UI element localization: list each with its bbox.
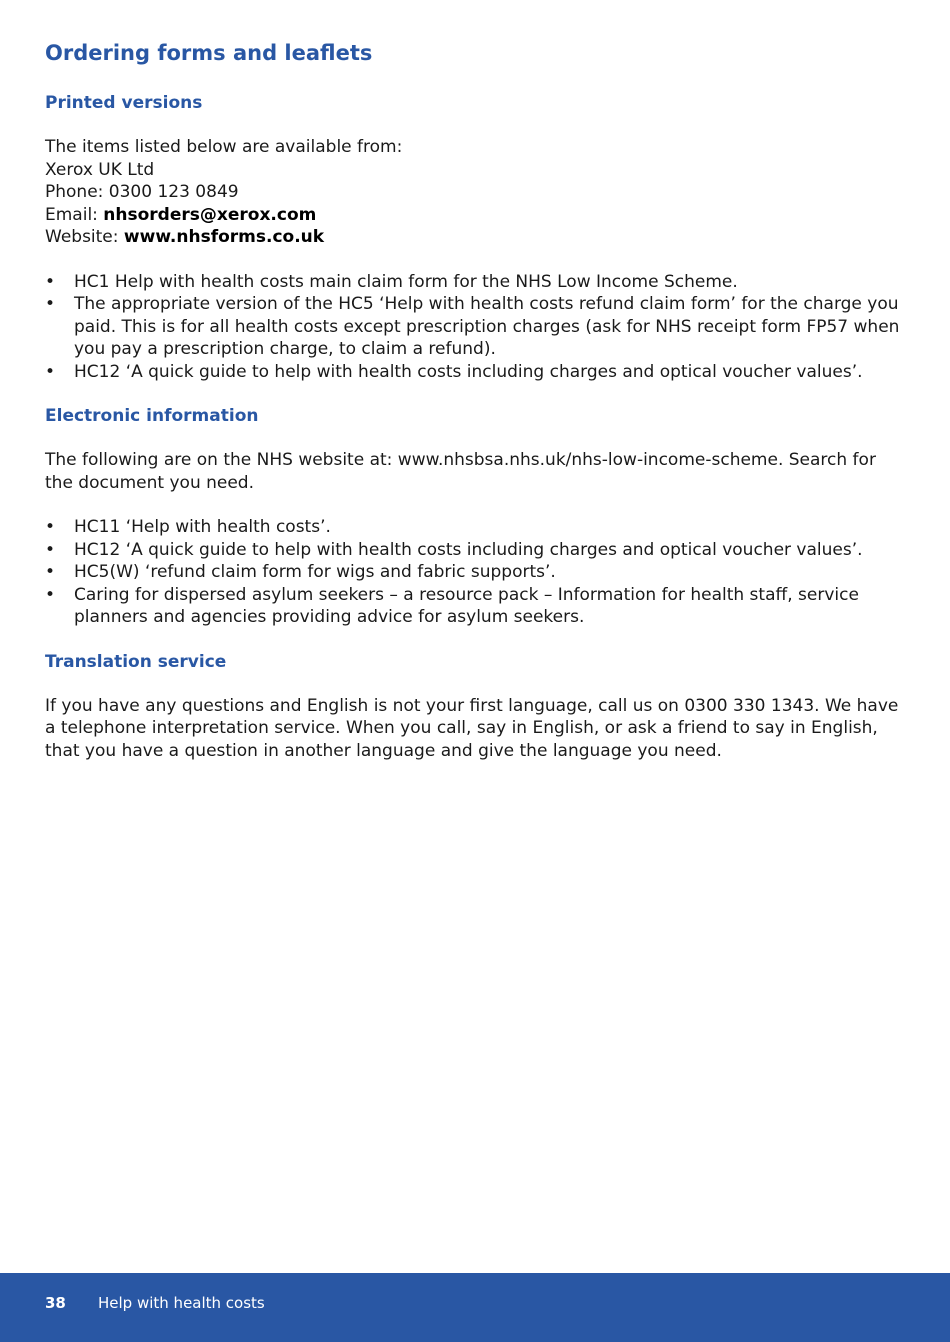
website-link[interactable]: www.nhsforms.co.uk xyxy=(123,227,325,247)
email-link[interactable]: nhsorders@xerox.com xyxy=(103,204,317,225)
electronic-items-list xyxy=(45,516,905,629)
list-item xyxy=(45,584,905,629)
list-item xyxy=(45,361,905,384)
supplier-company: Xerox UK Ltd xyxy=(45,159,155,180)
printed-items-list xyxy=(45,271,905,384)
list-item xyxy=(45,271,905,294)
list-item-text: HC1 Help with health costs main claim form for the NHS Low Income Scheme. xyxy=(74,271,738,292)
electronic-intro: The following are on the NHS website at: www.nhsbsa.nhs.uk/nhs-low-income-scheme. Search for the document you need. xyxy=(45,450,876,493)
translation-service-heading: Translation service xyxy=(45,651,227,672)
list-item-text: HC12 ‘A quick guide to help with health costs including charges and optical voucher values’. xyxy=(74,361,863,382)
bullet-icon: • xyxy=(45,294,56,314)
list-item xyxy=(45,293,905,361)
printed-versions-heading: Printed versions xyxy=(45,93,203,113)
list-item-text: HC12 ‘A quick guide to help with health costs including charges and optical voucher values’. xyxy=(74,539,863,560)
electronic-information-section xyxy=(45,405,905,629)
supplier-email-line xyxy=(45,204,905,227)
bullet-icon: • xyxy=(45,539,56,560)
email-label: Email: xyxy=(45,204,104,225)
list-item xyxy=(45,539,905,562)
printed-versions-section xyxy=(45,92,905,383)
bullet-icon: • xyxy=(45,562,56,582)
electronic-information-heading: Electronic information xyxy=(45,406,259,426)
list-item-text: The appropriate version of the HC5 ‘Help with health costs refund claim form’ for the charge you paid. This is for all health costs except prescription charges (ask for NHS receipt form FP57 when you pay a prescription charge, to claim a refund). xyxy=(74,294,900,359)
footer-title: Help with health costs xyxy=(98,1294,265,1312)
list-item xyxy=(45,516,905,539)
bullet-icon: • xyxy=(45,517,56,537)
list-item-text: Caring for dispersed asylum seekers – a resource pack – Information for health staff, service planners and agencies providing advice for asylum seekers. xyxy=(74,584,859,627)
bullet-icon: • xyxy=(45,584,56,605)
bullet-icon: • xyxy=(45,361,56,382)
bullet-icon: • xyxy=(45,271,56,292)
list-item-text: HC11 ‘Help with health costs’. xyxy=(74,517,331,537)
supplier-address-block xyxy=(45,136,905,249)
translation-service-section xyxy=(45,651,905,763)
website-label: Website: xyxy=(45,227,124,247)
list-item-text: HC5(W) ‘refund claim form for wigs and fabric supports’. xyxy=(74,562,556,582)
page-footer xyxy=(0,1273,950,1342)
document-body xyxy=(45,38,905,784)
page-number: 38 xyxy=(45,1294,66,1312)
list-item xyxy=(45,561,905,584)
supplier-website-line xyxy=(45,226,905,249)
supplier-phone: Phone: 0300 123 0849 xyxy=(45,182,239,202)
page-title: Ordering forms and leaflets xyxy=(45,41,373,65)
translation-service-body: If you have any questions and English is not your first language, call us on 0300 330 1343. We have a telephone interpretation service. When you call, say in English, or ask a friend to say in English, that you have a question in another language and give the language you need. xyxy=(45,695,899,761)
supplier-intro: The items listed below are available from: xyxy=(45,137,403,157)
